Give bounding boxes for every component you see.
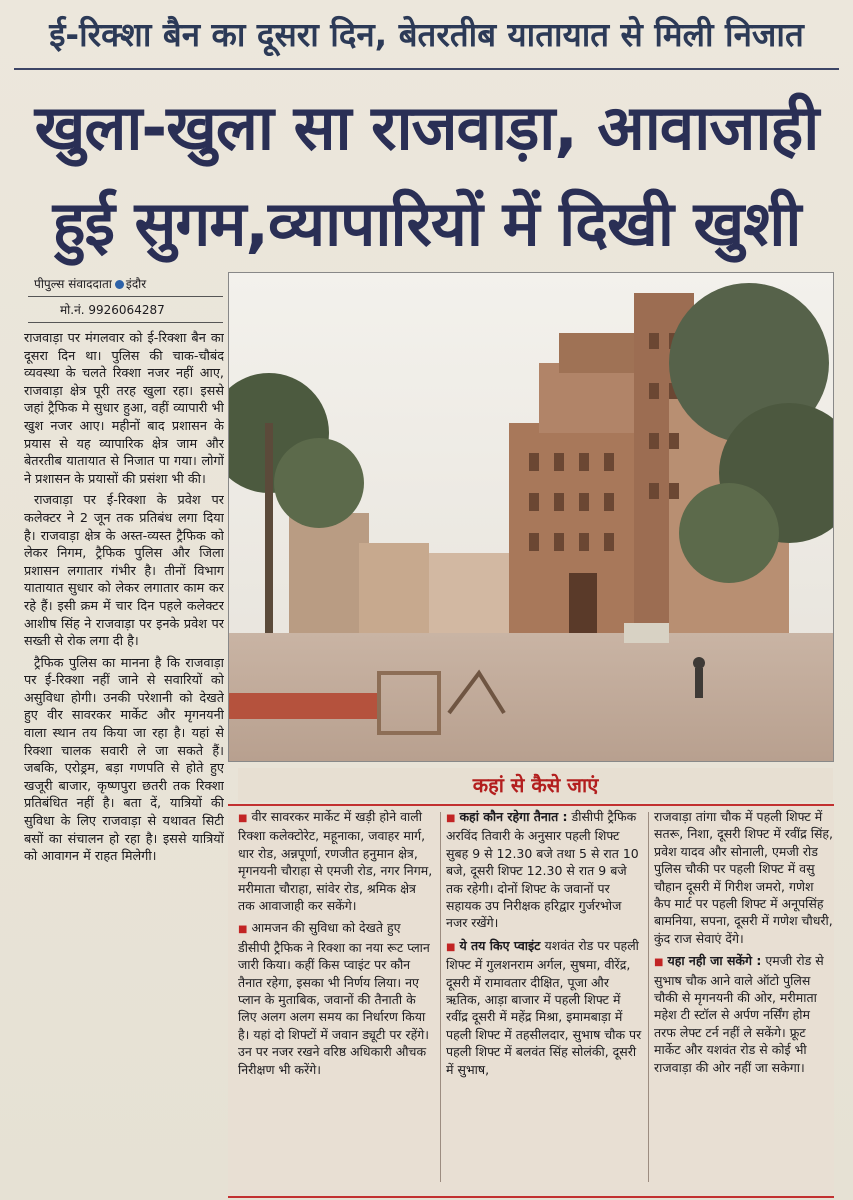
infobox-column-3 bbox=[654, 808, 834, 1186]
bullet-square-icon: ■ bbox=[238, 813, 248, 824]
byline-city: इंदौर bbox=[125, 277, 147, 291]
infobox-item: राजवाड़ा तांगा चौक में पहली शिफ्ट में सतरू, निशा, दूसरी शिफ्ट में रवींद्र सिंह, प्रवेश यादव और सोनाली, एमजी रोड पुलिस चौकी पर पहली शिफ्ट में वसु चौहान दूसरी में गिरीश जमरो, गणेश कैप मार्ट पर पहली शिफ्ट में अनूपसिंह बामनिया, सपना, दूसरी में गणेश चौधरी, कुंद राज सेवाएं देंगे। bbox=[654, 809, 834, 946]
infobox-title: कहां से कैसे जाएं bbox=[238, 768, 833, 802]
reporter-phone: मो.नं. 9926064287 bbox=[60, 303, 165, 317]
bullet-dot-icon bbox=[115, 280, 124, 289]
infobox-item: ■ आमजन की सुविधा को देखते हुए डीसीपी ट्रैफिक ने रिक्शा का नया रूट प्लान जारी किया। कहीं किस प्वाइंट पर कौन तैनात रहेगा, इसका भी निर्णय लिया। नए प्लान के मुताबिक, जवानों की तैनाती के लिए अलग अलग समय का निर्धारण किया है। यहां दो शिफ्टों में जवान ड्यूटी पर रहेंगे। उन पर नजर रखने वरिष्ठ अधिकारी औचक निरीक्षण भी करेंगे। bbox=[238, 920, 430, 1077]
body-paragraph: राजवाड़ा पर ई-रिक्शा के प्रवेश पर कलेक्टर ने 2 जून तक प्रतिबंध लगा दिया है। राजवाड़ा क्षेत्र के अस्त-व्यस्त ट्रैफिक को लेकर निगम, ट्रैफिक पुलिस और जिला प्रशासन लगातार गंभीर है। तीनों विभाग यातायात सुधार को लेकर लगातार काम कर रहे हैं। इसी क्रम में चार दिन पहले कलेक्टर आशीष सिंह ने राजवाड़ा पर इनके प्रवेश पर सख्ती से रोक लगा दी है। bbox=[24, 493, 224, 650]
infobox-column-1 bbox=[238, 808, 434, 1186]
byline bbox=[34, 274, 224, 294]
infobox-item: ■ कहां कौन रहेगा तैनात : डीसीपी ट्रैफिक अरविंद तिवारी के अनुसार पहली शिफ्ट सुबह 9 से 12.30 बजे तथा 5 से रात 10 बजे, दूसरी शिफ्ट 12.30 से रात 9 बजे तक रहेगी। दोनों शिफ्ट के जवानों पर सहायक उप निरीक्षक हरिद्वार गुर्जरभोज नजर रखेंगे। bbox=[446, 809, 639, 931]
article-body bbox=[24, 330, 224, 1190]
divider bbox=[28, 322, 223, 323]
headline-line-2: हुई सुगम,व्यापारियों में दिखी खुशी bbox=[52, 187, 801, 260]
byline-reporter: पीपुल्स संवाददाता bbox=[34, 277, 112, 291]
divider bbox=[14, 68, 839, 70]
infobox-item: ■ ये तय किए प्वाइंट यशवंत रोड पर पहली शिफ्ट में गुलशनराम अर्गल, सुषमा, वीरेंद्र, दूसरी में रामावतार दीक्षित, पूजा और ऋतिक, आड़ा बाजार में पहली शिफ्ट में रवींद्र दूसरी में महेंद्र मिश्रा, इमामबाड़ा में पहली शिफ्ट में तहसीलदार, सुभाष चौक पर पहली शिफ्ट में बलवंत सिंह सोलंकी, दूसरी में सुभाष, bbox=[446, 937, 642, 1077]
divider bbox=[28, 296, 223, 297]
bullet-square-icon: ■ bbox=[654, 957, 664, 969]
infobox-item: ■ वीर सावरकर मार्केट में खड़ी होने वाली रिक्शा कलेक्टोरेट, महूनाका, जवाहर मार्ग, धार रोड, अन्नपूर्णा, रणजीत हनुमान क्षेत्र, मृगनयनी चौराहा से एमजी रोड, नगर निगम, मरीमाता चौराहा, सांवेर रोड, श्रमिक क्षेत्र तक आवाजाही कर सकेंगे। bbox=[238, 809, 433, 914]
column-divider bbox=[648, 812, 649, 1182]
body-paragraph: ट्रैफिक पुलिस का मानना है कि राजवाड़ा पर ई-रिक्शा नहीं जाने से सवारियों को असुविधा होगी। उनकी परेशानी को देखते हुए वीर सावरकर मार्केट और मृगनयनी वाला स्थान तय किया जा रहा है। यहां से रिक्शा चालक सवारी ले जा सकते हैं। जबकि, एरोड्रम, बड़ा गणपति से होते हुए खजूरी बाजार, कृष्णपुरा छतरी तक रिक्शा प्रतिबंधित नहीं है। बता दें, यात्रियों की सुविधा के लिए राजवाड़ा से यथावत सिटी बसों का संचालन हो रहा है। इससे यात्रियों को आवागन में राहत मिलेगी। bbox=[24, 655, 224, 865]
bullet-square-icon: ■ bbox=[446, 941, 456, 953]
kicker-headline: ई-रिक्शा बैन का दूसरा दिन, बेतरतीब यातायात से मिली निजात bbox=[49, 15, 804, 54]
body-paragraph: राजवाड़ा पर मंगलवार को ई-रिक्शा बैन का दूसरा दिन था। पुलिस की चाक-चौबंद व्यवस्था के चलते रिक्शा नजर नहीं आए, राजवाड़ा क्षेत्र पूरी तरह खुला रहा। इससे जहां ट्रैफिक मे सुधार हुआ, वहीं व्यापारी भी खुश नजर आए। महीनों बाद प्रशासन के प्रयास से यह व्यापारिक क्षेत्र जाम और बेतरतीब यातायात से निजात पा गया। लोगों ने प्रशासन के प्रयासों की प्रसंशा भी की। bbox=[24, 331, 224, 487]
column-divider bbox=[440, 812, 441, 1182]
headline-line-1: खुला-खुला सा राजवाड़ा, आवाजाही bbox=[34, 91, 819, 164]
bullet-square-icon: ■ bbox=[446, 813, 456, 824]
rajwada-photo bbox=[228, 272, 834, 762]
infobox-column-2 bbox=[446, 808, 642, 1186]
infobox-item: ■ यहा नही जा सकेंगे : एमजी रोड से सुभाष चौक आने वाले ऑटो पुलिस चौकी से मृगनयनी की ओर, मरीमाता महेश टी स्टॉल से अर्पण नर्सिंग होम तरफ लेफ्ट टर्न नहीं ले सकेंगे। फ्रूट मार्केट और यशवंत रोड से कोई भी राजवाड़ा की ओर नहीं जा सकेगा। bbox=[654, 953, 824, 1075]
bullet-square-icon: ■ bbox=[238, 924, 248, 936]
